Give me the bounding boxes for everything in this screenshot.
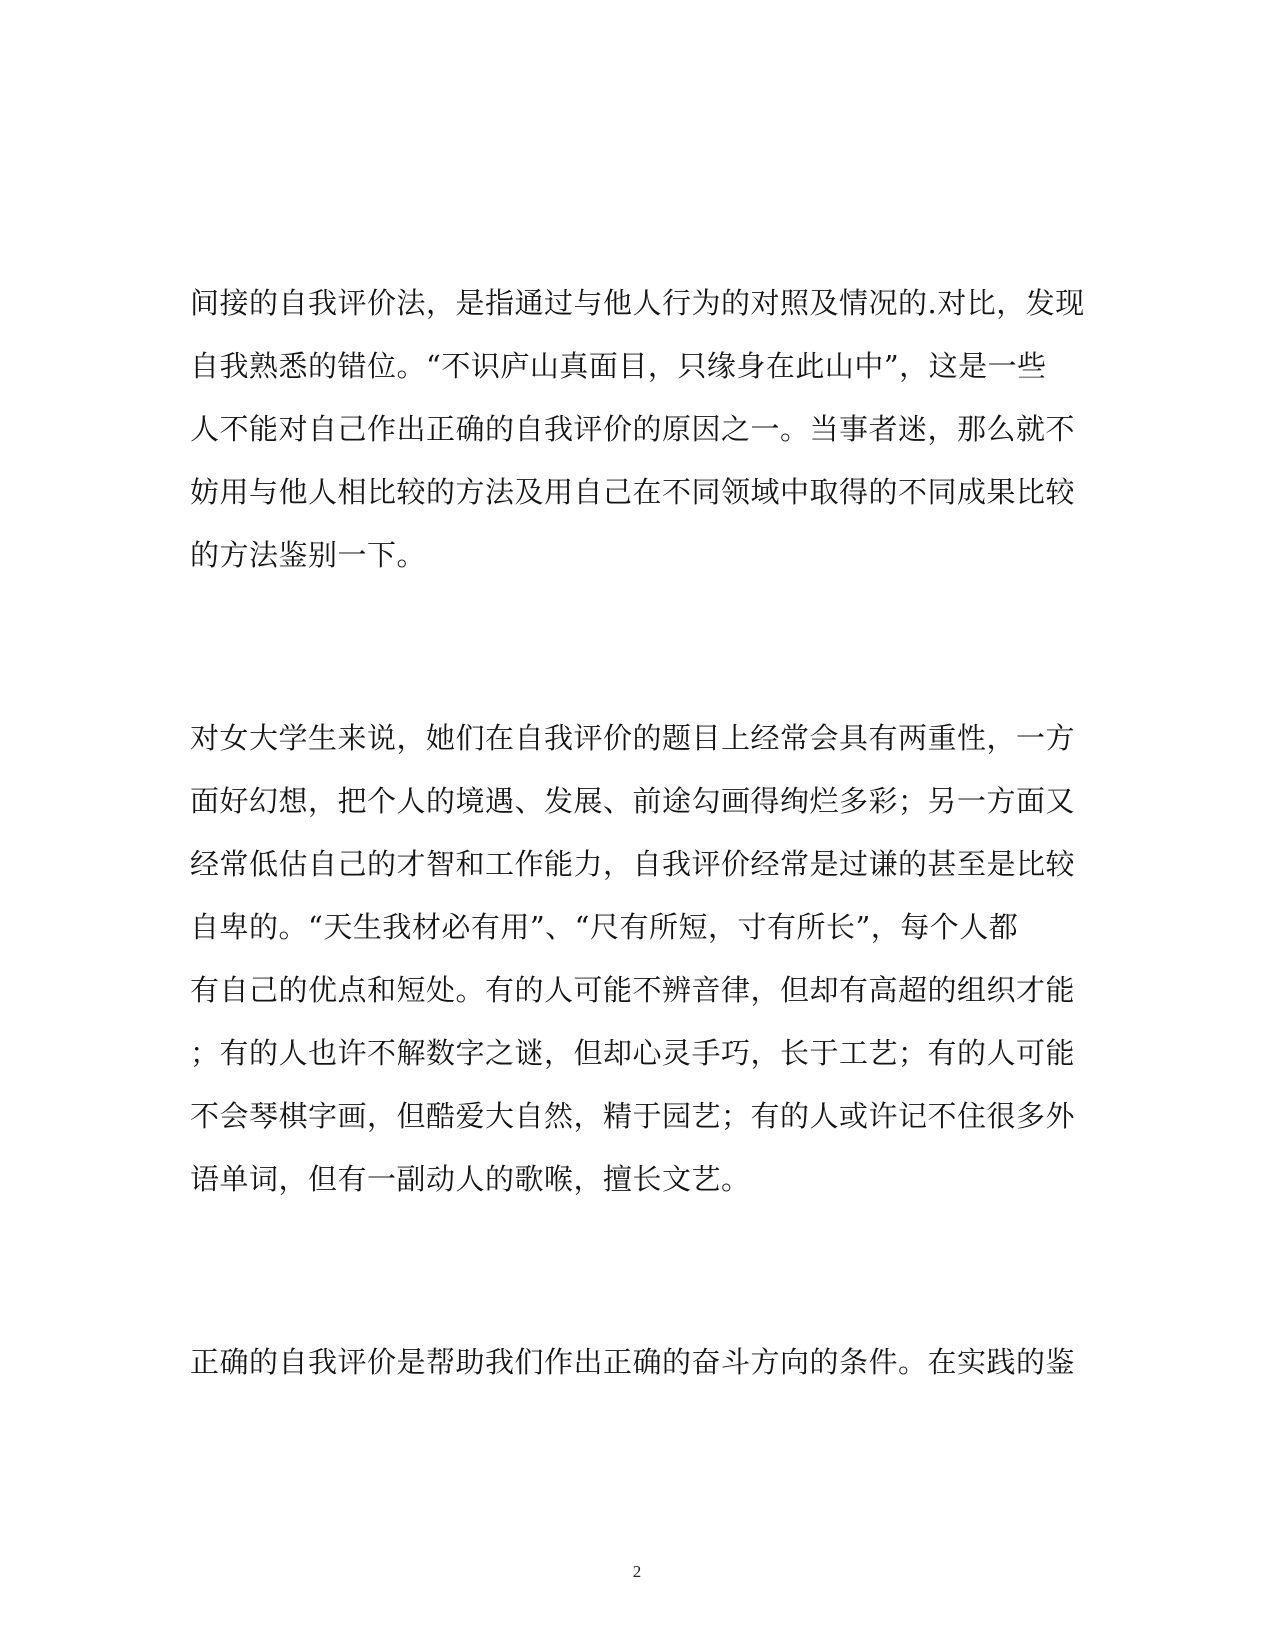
page-number: 2 xyxy=(632,1562,642,1581)
text-line: 语单词，但有一副动人的歌喉，擅长文艺。 xyxy=(190,1162,751,1196)
text-line: 正确的自我评价是帮助我们作出正确的奋斗方向的条件。在实践的鉴 xyxy=(190,1345,1076,1379)
text-line: 面好幻想，把个人的境遇、发展、前途勾画得绚烂多彩；另一方面又 xyxy=(190,784,1076,818)
text-line: 的方法鉴别一下。 xyxy=(190,538,427,572)
text-line: 自我熟悉的错位。“不识庐山真面目，只缘身在此山中”，这是一些 xyxy=(190,349,1047,383)
text-line: 妨用与他人相比较的方法及用自己在不同领域中取得的不同成果比较 xyxy=(190,475,1076,509)
text-line: 经常低估自己的才智和工作能力，自我评价经常是过谦的甚至是比较 xyxy=(190,847,1076,881)
text-line: 对女大学生来说，她们在自我评价的题目上经常会具有两重性，一方 xyxy=(190,721,1076,755)
text-line: 不会琴棋字画，但酷爱大自然，精于园艺；有的人或许记不住很多外 xyxy=(190,1099,1076,1133)
text-line: 自卑的。“天生我材必有用”、“尺有所短，寸有所长”，每个人都 xyxy=(190,910,1019,944)
text-line: ；有的人也许不解数字之谜，但却心灵手巧，长于工艺；有的人可能 xyxy=(190,1036,1076,1070)
text-line: 人不能对自己作出正确的自我评价的原因之一。当事者迷，那么就不 xyxy=(190,412,1076,446)
text-line: 间接的自我评价法，是指通过与他人行为的对照及情况的.对比，发现 xyxy=(190,286,1085,320)
text-line: 有自己的优点和短处。有的人可能不辨音律，但却有高超的组织才能 xyxy=(190,973,1076,1007)
